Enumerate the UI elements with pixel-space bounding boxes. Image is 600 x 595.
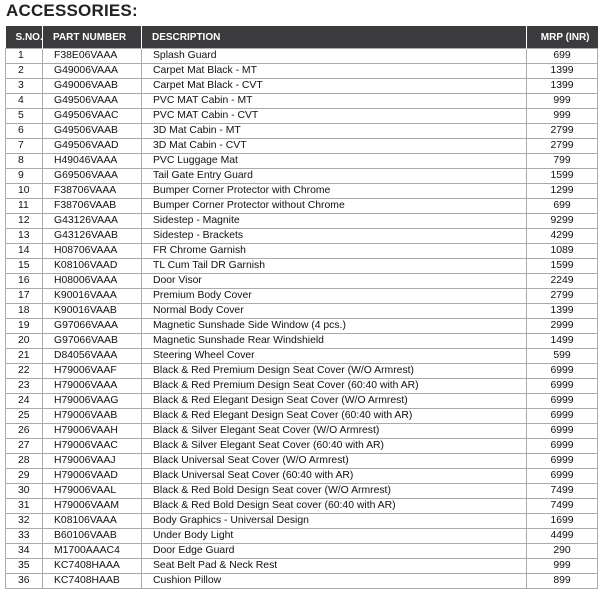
cell-description: Sidestep - Brackets	[142, 229, 527, 244]
cell-sno: 11	[6, 199, 43, 214]
cell-mrp: 1599	[527, 169, 598, 184]
cell-sno: 20	[6, 334, 43, 349]
cell-description: Black & Red Elegant Design Seat Cover (60:40 with AR)	[142, 409, 527, 424]
cell-sno: 25	[6, 409, 43, 424]
cell-description: Body Graphics - Universal Design	[142, 514, 527, 529]
page-title: ACCESSORIES:	[6, 1, 138, 20]
cell-description: Black & Red Elegant Design Seat Cover (W/O Armrest)	[142, 394, 527, 409]
cell-description: Black & Red Bold Design Seat cover (W/O Armrest)	[142, 484, 527, 499]
table-row	[6, 229, 598, 244]
cell-mrp: 1699	[527, 514, 598, 529]
table-row	[6, 109, 598, 124]
table-row	[6, 124, 598, 139]
table-row	[6, 424, 598, 439]
cell-sno: 7	[6, 139, 43, 154]
cell-part-number: K08106VAAA	[43, 514, 142, 529]
cell-sno: 18	[6, 304, 43, 319]
header-row	[6, 26, 598, 49]
cell-description: PVC Luggage Mat	[142, 154, 527, 169]
table-header	[6, 26, 598, 49]
cell-sno: 30	[6, 484, 43, 499]
cell-part-number: H79006VAAL	[43, 484, 142, 499]
table-row	[6, 259, 598, 274]
cell-description: Carpet Mat Black - MT	[142, 64, 527, 79]
cell-part-number: H79006VAAD	[43, 469, 142, 484]
cell-sno: 36	[6, 574, 43, 589]
cell-mrp: 2799	[527, 139, 598, 154]
cell-mrp: 1599	[527, 259, 598, 274]
cell-mrp: 6999	[527, 364, 598, 379]
table-row	[6, 139, 598, 154]
table-row	[6, 379, 598, 394]
cell-part-number: K90016VAAB	[43, 304, 142, 319]
cell-part-number: G43126VAAB	[43, 229, 142, 244]
table-row	[6, 64, 598, 79]
cell-sno: 14	[6, 244, 43, 259]
cell-mrp: 1299	[527, 184, 598, 199]
header-part-number: PART NUMBER	[43, 26, 142, 49]
table-row	[6, 184, 598, 199]
cell-sno: 21	[6, 349, 43, 364]
cell-part-number: F38706VAAA	[43, 184, 142, 199]
table-row	[6, 169, 598, 184]
cell-sno: 34	[6, 544, 43, 559]
table-row	[6, 529, 598, 544]
cell-mrp: 6999	[527, 424, 598, 439]
cell-mrp: 2799	[527, 124, 598, 139]
cell-description: Black Universal Seat Cover (W/O Armrest)	[142, 454, 527, 469]
cell-description: Under Body Light	[142, 529, 527, 544]
cell-part-number: G49506VAAB	[43, 124, 142, 139]
cell-sno: 2	[6, 64, 43, 79]
cell-mrp: 6999	[527, 439, 598, 454]
cell-part-number: KC7408HAAA	[43, 559, 142, 574]
table-row	[6, 49, 598, 64]
cell-part-number: G97066VAAA	[43, 319, 142, 334]
table-row	[6, 94, 598, 109]
cell-part-number: D84056VAAA	[43, 349, 142, 364]
table-row	[6, 349, 598, 364]
cell-part-number: H49046VAAA	[43, 154, 142, 169]
cell-sno: 19	[6, 319, 43, 334]
header-mrp: MRP (INR)	[527, 26, 598, 49]
accessories-table	[5, 26, 598, 589]
header-description: DESCRIPTION	[142, 26, 527, 49]
cell-part-number: H79006VAAM	[43, 499, 142, 514]
cell-mrp: 899	[527, 574, 598, 589]
cell-part-number: G49506VAAA	[43, 94, 142, 109]
cell-description: Black & Red Bold Design Seat cover (60:40 with AR)	[142, 499, 527, 514]
cell-mrp: 290	[527, 544, 598, 559]
cell-mrp: 2799	[527, 289, 598, 304]
table-row	[6, 244, 598, 259]
table-row	[6, 454, 598, 469]
cell-mrp: 6999	[527, 409, 598, 424]
cell-part-number: G97066VAAB	[43, 334, 142, 349]
cell-sno: 27	[6, 439, 43, 454]
cell-description: Splash Guard	[142, 49, 527, 64]
cell-sno: 8	[6, 154, 43, 169]
cell-description: Bumper Corner Protector without Chrome	[142, 199, 527, 214]
cell-sno: 17	[6, 289, 43, 304]
cell-part-number: G49506VAAC	[43, 109, 142, 124]
cell-mrp: 4299	[527, 229, 598, 244]
cell-part-number: G49006VAAB	[43, 79, 142, 94]
cell-sno: 1	[6, 49, 43, 64]
table-row	[6, 79, 598, 94]
cell-mrp: 7499	[527, 499, 598, 514]
cell-mrp: 6999	[527, 379, 598, 394]
cell-description: Steering Wheel Cover	[142, 349, 527, 364]
cell-description: Carpet Mat Black - CVT	[142, 79, 527, 94]
cell-mrp: 799	[527, 154, 598, 169]
cell-mrp: 999	[527, 94, 598, 109]
cell-sno: 12	[6, 214, 43, 229]
cell-description: Cushion Pillow	[142, 574, 527, 589]
cell-mrp: 1089	[527, 244, 598, 259]
table-row	[6, 154, 598, 169]
cell-mrp: 999	[527, 559, 598, 574]
cell-part-number: F38E06VAAA	[43, 49, 142, 64]
cell-description: Door Visor	[142, 274, 527, 289]
cell-mrp: 1399	[527, 64, 598, 79]
cell-description: 3D Mat Cabin - CVT	[142, 139, 527, 154]
table-body	[6, 49, 598, 589]
cell-description: Tail Gate Entry Guard	[142, 169, 527, 184]
accessories-table-container	[5, 26, 597, 589]
cell-part-number: H79006VAAC	[43, 439, 142, 454]
cell-sno: 32	[6, 514, 43, 529]
cell-part-number: K90016VAAA	[43, 289, 142, 304]
cell-sno: 4	[6, 94, 43, 109]
cell-description: PVC MAT Cabin - CVT	[142, 109, 527, 124]
table-row	[6, 514, 598, 529]
cell-mrp: 2249	[527, 274, 598, 289]
cell-mrp: 1399	[527, 79, 598, 94]
cell-mrp: 6999	[527, 469, 598, 484]
cell-sno: 31	[6, 499, 43, 514]
cell-mrp: 699	[527, 199, 598, 214]
cell-description: Magnetic Sunshade Rear Windshield	[142, 334, 527, 349]
cell-sno: 3	[6, 79, 43, 94]
cell-sno: 15	[6, 259, 43, 274]
cell-description: Premium Body Cover	[142, 289, 527, 304]
cell-part-number: K08106VAAD	[43, 259, 142, 274]
cell-sno: 9	[6, 169, 43, 184]
cell-description: Door Edge Guard	[142, 544, 527, 559]
cell-part-number: G49006VAAA	[43, 64, 142, 79]
cell-description: Normal Body Cover	[142, 304, 527, 319]
cell-mrp: 999	[527, 109, 598, 124]
cell-description: TL Cum Tail DR Garnish	[142, 259, 527, 274]
cell-mrp: 599	[527, 349, 598, 364]
cell-mrp: 699	[527, 49, 598, 64]
table-row	[6, 304, 598, 319]
cell-sno: 10	[6, 184, 43, 199]
cell-mrp: 6999	[527, 394, 598, 409]
cell-part-number: M1700AAAC4	[43, 544, 142, 559]
cell-part-number: H79006VAAH	[43, 424, 142, 439]
cell-sno: 24	[6, 394, 43, 409]
table-row	[6, 559, 598, 574]
cell-part-number: H08706VAAA	[43, 244, 142, 259]
cell-part-number: KC7408HAAB	[43, 574, 142, 589]
cell-part-number: H79006VAAJ	[43, 454, 142, 469]
cell-sno: 6	[6, 124, 43, 139]
cell-part-number: H08006VAAA	[43, 274, 142, 289]
cell-sno: 35	[6, 559, 43, 574]
cell-sno: 26	[6, 424, 43, 439]
table-row	[6, 289, 598, 304]
cell-sno: 13	[6, 229, 43, 244]
cell-description: Black & Red Premium Design Seat Cover (W/O Armrest)	[142, 364, 527, 379]
cell-description: Black & Red Premium Design Seat Cover (60:40 with AR)	[142, 379, 527, 394]
cell-description: Sidestep - Magnite	[142, 214, 527, 229]
table-row	[6, 484, 598, 499]
cell-mrp: 1399	[527, 304, 598, 319]
table-row	[6, 214, 598, 229]
table-row	[6, 469, 598, 484]
cell-mrp: 6999	[527, 454, 598, 469]
cell-description: Bumper Corner Protector with Chrome	[142, 184, 527, 199]
cell-part-number: H79006VAAF	[43, 364, 142, 379]
cell-sno: 33	[6, 529, 43, 544]
cell-sno: 5	[6, 109, 43, 124]
cell-part-number: H79006VAAA	[43, 379, 142, 394]
cell-description: 3D Mat Cabin - MT	[142, 124, 527, 139]
table-row	[6, 544, 598, 559]
table-row	[6, 409, 598, 424]
cell-description: Black Universal Seat Cover (60:40 with AR)	[142, 469, 527, 484]
table-row	[6, 499, 598, 514]
cell-part-number: G43126VAAA	[43, 214, 142, 229]
table-row	[6, 574, 598, 589]
cell-mrp: 9299	[527, 214, 598, 229]
cell-mrp: 7499	[527, 484, 598, 499]
cell-mrp: 1499	[527, 334, 598, 349]
cell-part-number: H79006VAAB	[43, 409, 142, 424]
table-row	[6, 439, 598, 454]
cell-sno: 16	[6, 274, 43, 289]
cell-mrp: 2999	[527, 319, 598, 334]
cell-description: PVC MAT Cabin - MT	[142, 94, 527, 109]
cell-sno: 29	[6, 469, 43, 484]
table-row	[6, 394, 598, 409]
cell-sno: 23	[6, 379, 43, 394]
header-sno: S.NO.	[6, 26, 43, 49]
cell-description: Magnetic Sunshade Side Window (4 pcs.)	[142, 319, 527, 334]
cell-description: Black & Silver Elegant Seat Cover (W/O Armrest)	[142, 424, 527, 439]
cell-part-number: H79006VAAG	[43, 394, 142, 409]
table-row	[6, 199, 598, 214]
cell-part-number: G69506VAAA	[43, 169, 142, 184]
table-row	[6, 334, 598, 349]
cell-part-number: G49506VAAD	[43, 139, 142, 154]
table-row	[6, 319, 598, 334]
cell-description: Black & Silver Elegant Seat Cover (60:40 with AR)	[142, 439, 527, 454]
cell-description: FR Chrome Garnish	[142, 244, 527, 259]
table-row	[6, 364, 598, 379]
cell-sno: 28	[6, 454, 43, 469]
cell-part-number: B60106VAAB	[43, 529, 142, 544]
cell-sno: 22	[6, 364, 43, 379]
cell-mrp: 4499	[527, 529, 598, 544]
cell-description: Seat Belt Pad & Neck Rest	[142, 559, 527, 574]
table-row	[6, 274, 598, 289]
cell-part-number: F38706VAAB	[43, 199, 142, 214]
